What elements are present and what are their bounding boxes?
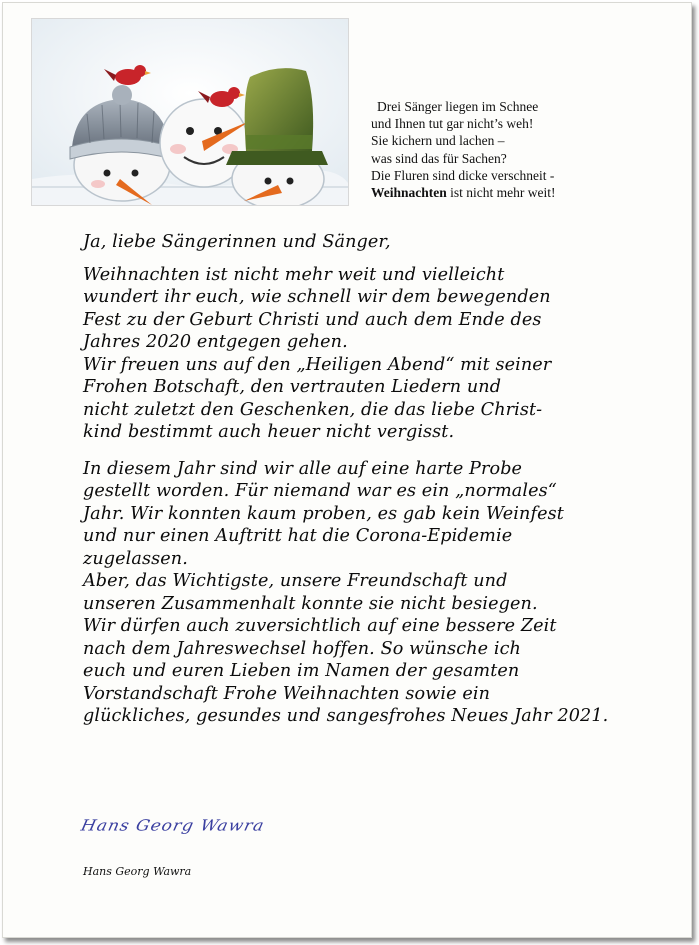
- letter-greeting: Ja, liebe Sängerinnen und Sänger,: [83, 232, 391, 252]
- letter-line: und nur einen Auftritt hat die Corona-Epidemie: [83, 526, 513, 546]
- letter-line: Vorstandschaft Frohe Weihnachten sowie ein: [83, 683, 491, 704]
- letter-line: unseren Zusammenhalt konnte sie nicht besiegen.: [83, 593, 538, 614]
- poem: [371, 98, 611, 201]
- letter-line: Weihnachten ist nicht mehr weit und vielleicht: [83, 264, 505, 285]
- letter-line: Frohen Botschaft, den vertrauten Liedern und: [83, 377, 502, 397]
- letter-line: nicht zuletzt den Geschenken, die das liebe Christ-: [83, 399, 543, 420]
- letter-line: gestellt worden. Für niemand war es ein „normales“: [83, 481, 557, 501]
- poem-line: Die Fluren sind dicke verschneit -: [371, 167, 555, 183]
- letter-line: Jahr. Wir konnten kaum proben, es gab kein Weinfest: [83, 503, 564, 524]
- letter-line: Wir freuen uns auf den „Heiligen Abend“ mit seiner: [83, 354, 552, 375]
- snowmen-illustration: [31, 18, 349, 206]
- letter-line: Jahres 2020 entgegen gehen.: [83, 332, 348, 352]
- poem-last-line: [371, 184, 611, 201]
- letter-line: In diesem Jahr sind wir alle auf eine harte Probe: [83, 458, 523, 479]
- letter-line: kind bestimmt auch heuer nicht vergisst.: [83, 422, 455, 442]
- poem-line: was sind das für Sachen?: [371, 150, 507, 166]
- letter-line: nach dem Jahreswechsel hoffen. So wünsche ich: [83, 638, 521, 659]
- letter-line: Wir dürfen auch zuversichtlich auf eine bessere Zeit: [83, 616, 557, 636]
- handwritten-signature: [79, 817, 343, 853]
- letter-line: Aber, das Wichtigste, unsere Freundschaft und: [83, 571, 508, 591]
- signer-name: Hans Georg Wawra: [83, 865, 192, 878]
- poem-line: Sie kichern und lachen –: [371, 133, 505, 149]
- poem-bold-word: Weihnachten: [371, 185, 447, 201]
- letter-line: zugelassen.: [83, 548, 188, 569]
- poem-line: und Ihnen tut gar nicht’s weh!: [371, 116, 534, 132]
- letter-line: Fest zu der Geburt Christi und auch dem Ende des: [83, 309, 542, 330]
- poem-line: Drei Sänger liegen im Schnee: [377, 99, 539, 114]
- letter-line: euch und euren Lieben im Namen der gesamten: [83, 661, 520, 681]
- snowmen-picture: [32, 19, 348, 205]
- letter-line: glückliches, gesundes und sangesfrohes Neues Jahr 2021.: [83, 706, 609, 726]
- letter-body: [83, 231, 668, 728]
- letter-sheet: [2, 2, 692, 938]
- signature-text: Hans Georg Wawra: [79, 817, 267, 835]
- letter-line: wundert ihr euch, wie schnell wir dem bewegenden: [83, 287, 551, 307]
- poem-last-line-rest: ist nicht mehr weit!: [446, 185, 556, 201]
